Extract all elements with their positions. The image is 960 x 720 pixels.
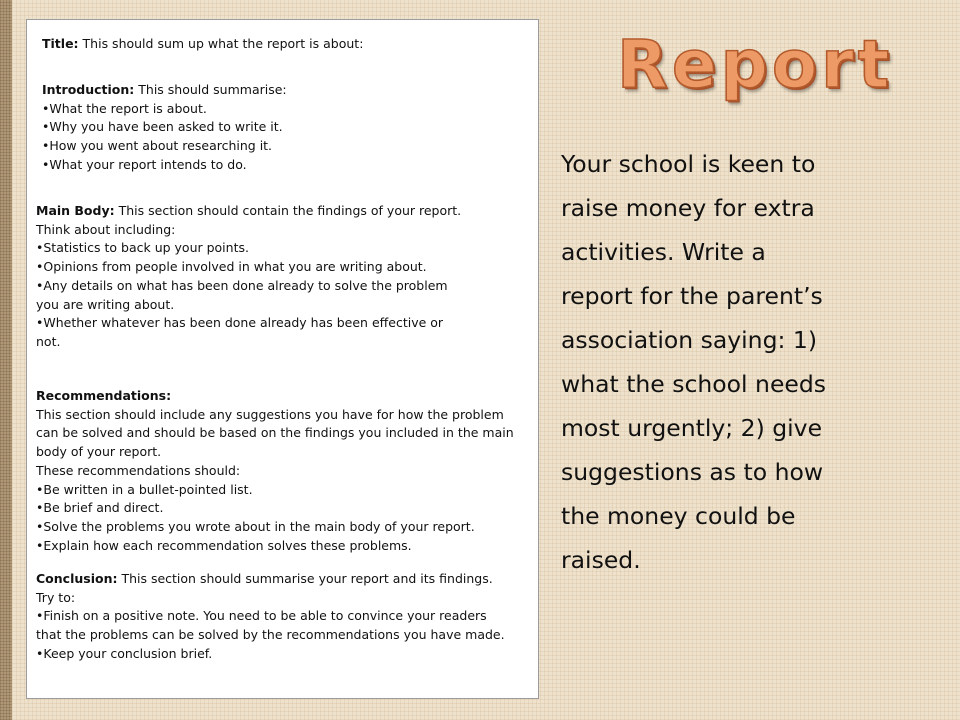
introduction-label: Introduction:: [42, 82, 135, 97]
recommendations-line: •Be written in a bullet-pointed list.: [36, 481, 253, 497]
task-line: raise money for extra: [561, 194, 815, 222]
task-line: report for the parent’s: [561, 282, 823, 310]
conclusion-line: •Keep your conclusion brief.: [36, 645, 213, 661]
introduction-text: This should summarise:: [134, 82, 287, 97]
recommendations-line: •Be brief and direct.: [36, 500, 164, 516]
introduction-bullet: •How you went about researching it.: [42, 138, 273, 154]
task-line: suggestions as to how: [561, 458, 824, 486]
main-body-text: This section should contain the findings of your report.: [114, 203, 462, 218]
main-body-line: •Any details on what has been done already to solve the problem: [36, 277, 448, 293]
title-section: [42, 35, 363, 54]
recommendations-line: •Explain how each recommendation solves these problems.: [36, 537, 412, 553]
conclusion-line: •Finish on a positive note. You need to be able to convince your readers: [36, 608, 487, 624]
recommendations-section: [36, 387, 514, 555]
report-guide-card: [26, 19, 539, 699]
task-line: raised.: [561, 546, 641, 574]
introduction-bullet: •What the report is about.: [42, 100, 207, 116]
main-body-section: [36, 202, 461, 352]
task-prompt: [561, 142, 953, 582]
main-body-line: you are writing about.: [36, 296, 175, 312]
conclusion-label: Conclusion:: [36, 571, 118, 586]
recommendations-line: body of your report.: [36, 444, 162, 460]
recommendations-line: These recommendations should:: [36, 462, 241, 478]
recommendations-line: •Solve the problems you wrote about in the main body of your report.: [36, 518, 475, 534]
task-line: what the school needs: [561, 370, 827, 398]
title-label: Title:: [42, 36, 79, 51]
recommendations-line: This section should include any suggestions you have for how the problem: [36, 406, 504, 422]
report-heading: Report: [617, 26, 894, 103]
main-body-line: Think about including:: [36, 221, 176, 237]
introduction-bullet: •What your report intends to do.: [42, 156, 247, 172]
task-line: Your school is keen to: [561, 150, 816, 178]
main-body-line: •Whether whatever has been done already has been effective or: [36, 315, 444, 331]
recommendations-label: Recommendations:: [36, 388, 172, 403]
conclusion-line: that the problems can be solved by the recommendations you have made.: [36, 627, 505, 643]
conclusion-line: Try to:: [36, 589, 76, 605]
main-body-line: •Opinions from people involved in what you are writing about.: [36, 259, 427, 275]
task-line: the money could be: [561, 502, 796, 530]
main-body-line: •Statistics to back up your points.: [36, 240, 249, 256]
conclusion-section: [36, 570, 505, 664]
task-line: association saying: 1): [561, 326, 817, 354]
recommendations-line: can be solved and should be based on the findings you included in the main: [36, 425, 514, 441]
left-decorative-bar: [0, 0, 12, 720]
task-line: most urgently; 2) give: [561, 414, 823, 442]
title-text: This should sum up what the report is about:: [78, 36, 364, 51]
main-body-line: not.: [36, 333, 61, 349]
main-body-label: Main Body:: [36, 203, 115, 218]
task-line: activities. Write a: [561, 238, 766, 266]
introduction-bullet: •Why you have been asked to write it.: [42, 119, 283, 135]
introduction-section: [42, 81, 287, 175]
conclusion-text: This section should summarise your report and its findings.: [117, 571, 493, 586]
